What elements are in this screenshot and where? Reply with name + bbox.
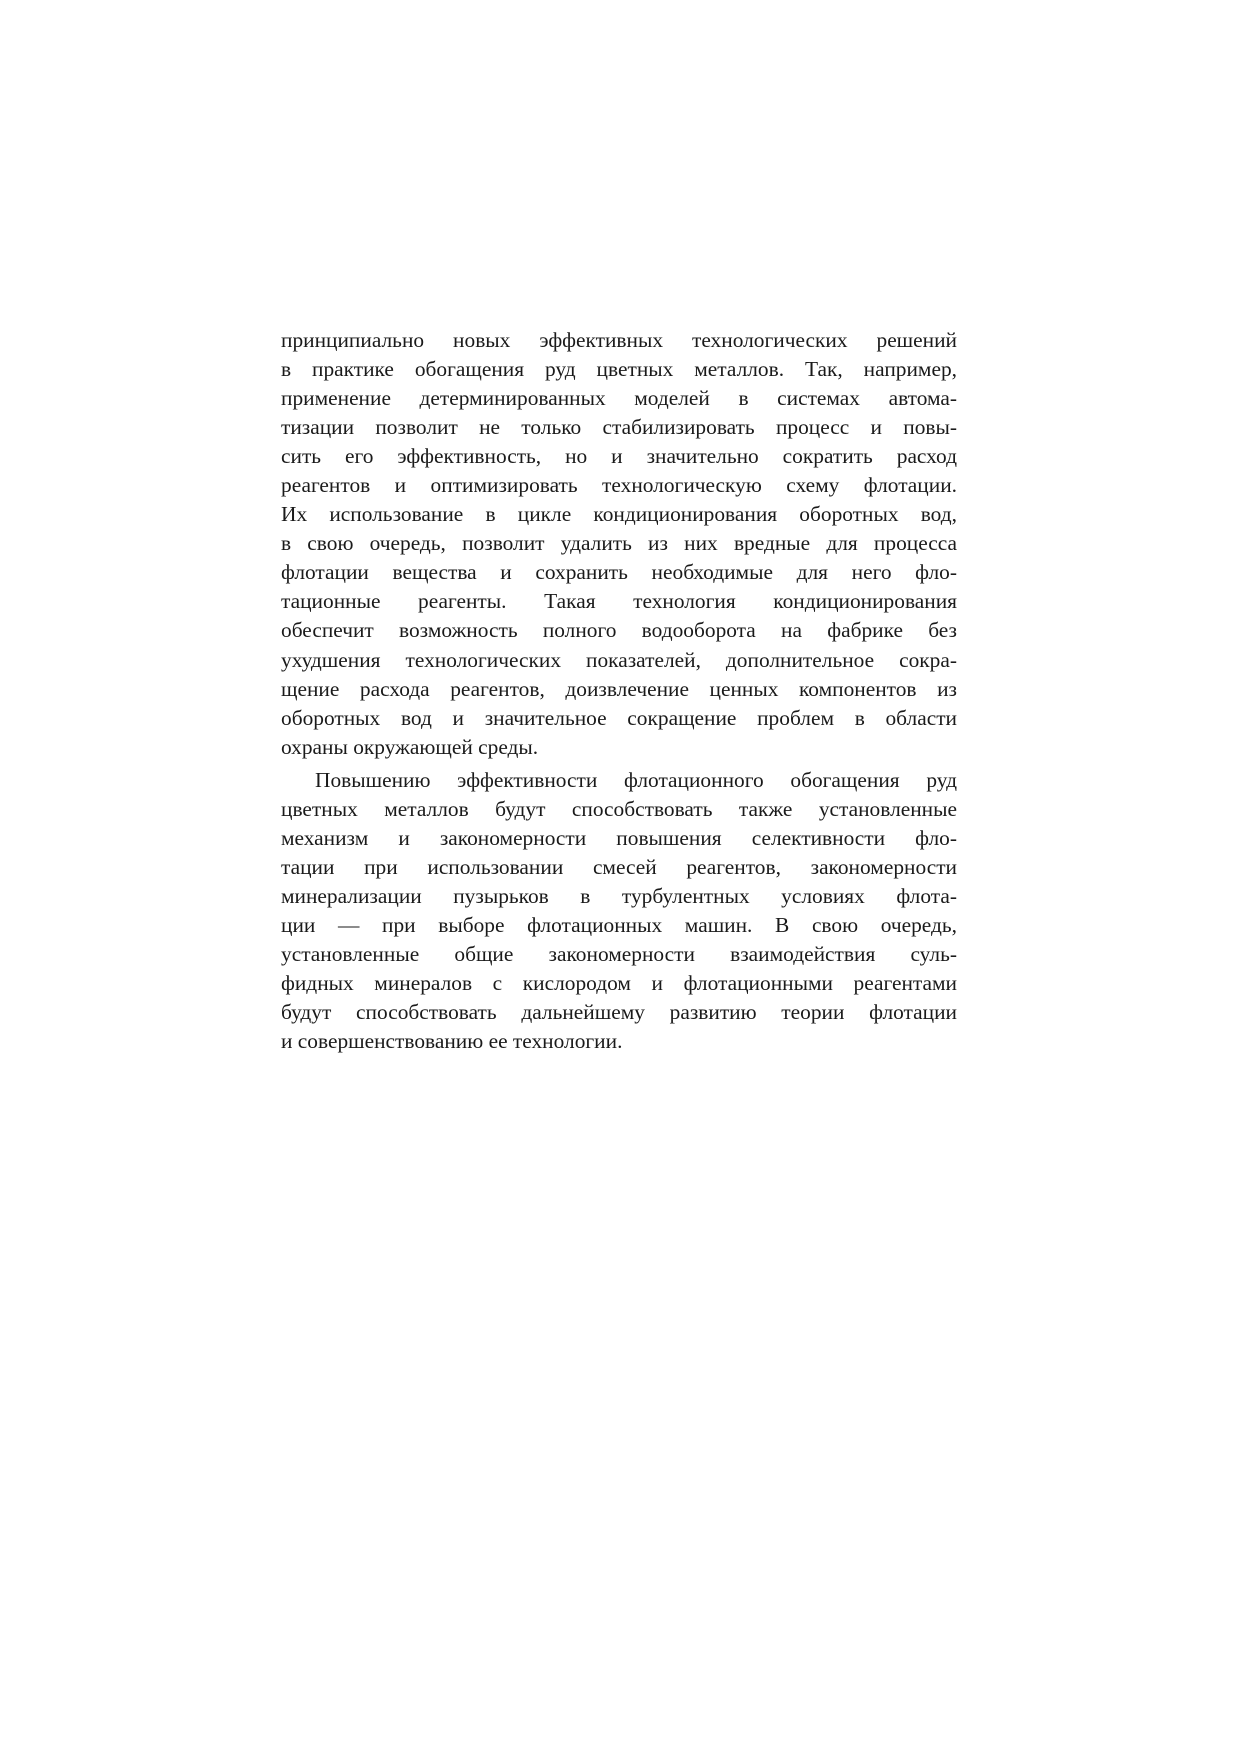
- text-line: ухудшения технологических показателей, дополнительное сокра-: [281, 647, 957, 672]
- text-line: механизм и закономерности повышения селективности фло-: [281, 825, 957, 850]
- text-line: тационные реагенты. Такая технология кондиционирования: [281, 589, 957, 614]
- text-line: в практике обогащения руд цветных металлов. Так, например,: [281, 357, 957, 382]
- text-line: и совершенствованию ее технологии.: [281, 1029, 623, 1054]
- paragraph-1: [281, 326, 957, 762]
- text-line: будут способствовать дальнейшему развитию теории флотации: [281, 1000, 957, 1025]
- text-line: охраны окружающей среды.: [281, 734, 539, 759]
- text-line: минерализации пузырьков в турбулентных условиях флота-: [281, 883, 957, 908]
- text-line: установленные общие закономерности взаимодействия суль-: [281, 941, 957, 966]
- text-line: фидных минералов с кислородом и флотационными реагентами: [281, 971, 957, 996]
- text-line: оборотных вод и значительное сокращение проблем в области: [281, 705, 957, 730]
- text-line: сить его эффективность, но и значительно сократить расход: [281, 444, 957, 469]
- text-line: обеспечит возможность полного водооборота на фабрике без: [281, 618, 957, 643]
- text-line: флотации вещества и сохранить необходимые для него фло-: [281, 560, 957, 585]
- text-line: Повышению эффективности флотационного обогащения руд: [315, 767, 957, 792]
- text-line: Их использование в цикле кондиционирования оборотных вод,: [281, 502, 957, 527]
- text-line: применение детерминированных моделей в системах автома-: [281, 386, 957, 411]
- body-text: [281, 326, 957, 1056]
- text-line: реагентов и оптимизировать технологическую схему флотации.: [281, 473, 957, 498]
- text-line: принципиально новых эффективных технологических решений: [281, 328, 957, 352]
- text-line: ции — при выборе флотационных машин. В свою очередь,: [281, 912, 957, 937]
- paragraph-2: [281, 766, 957, 1056]
- text-line: тизации позволит не только стабилизировать процесс и повы-: [281, 415, 957, 440]
- text-line: в свою очередь, позволит удалить из них вредные для процесса: [281, 531, 957, 556]
- text-line: тации при использовании смесей реагентов, закономерности: [281, 854, 957, 879]
- text-line: цветных металлов будут способствовать также установленные: [281, 796, 957, 821]
- text-line: щение расхода реагентов, доизвлечение ценных компонентов из: [281, 676, 957, 701]
